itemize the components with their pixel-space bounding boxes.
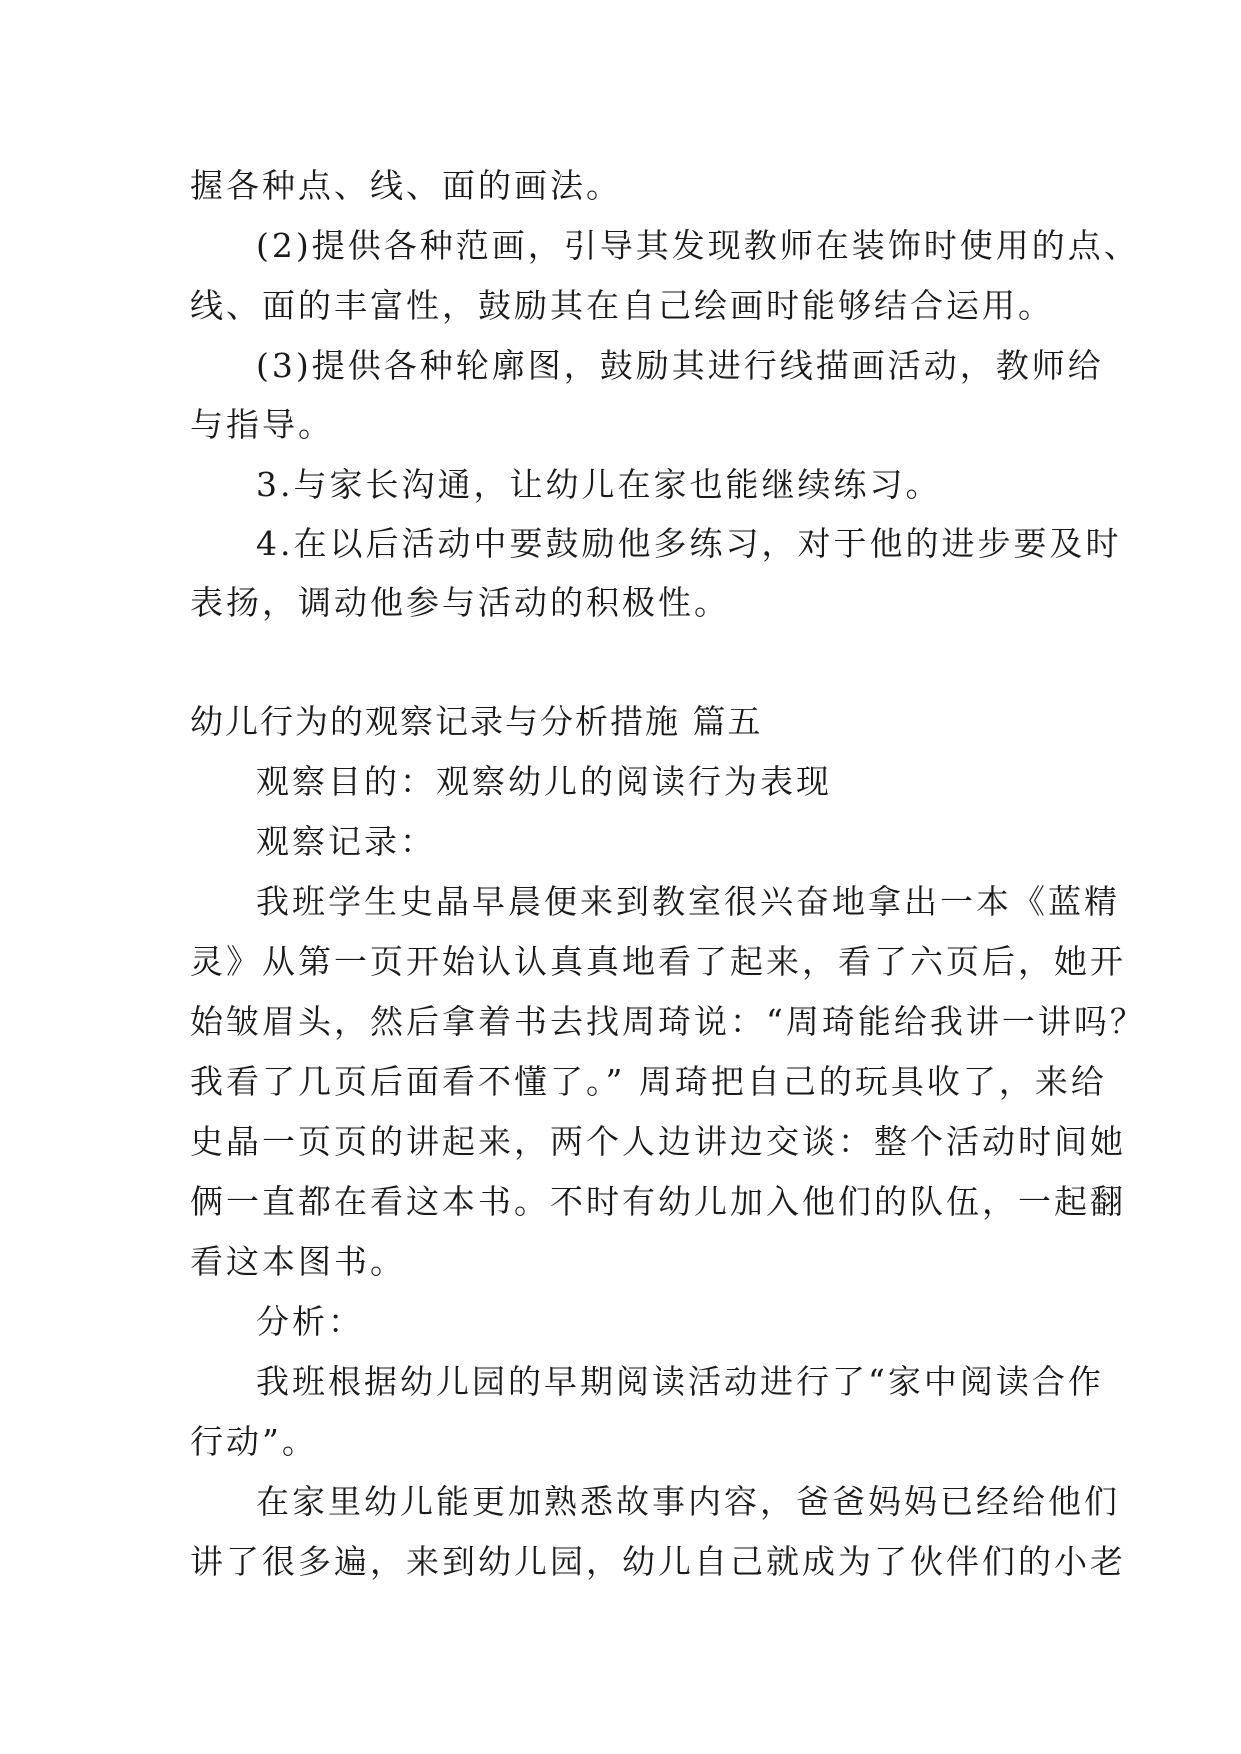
observation-purpose: 观察目的：观察幼儿的阅读行为表现: [256, 762, 832, 801]
list-item-line: 3.与家长沟通，让幼儿在家也能继续练习。: [256, 465, 942, 504]
body-text-line: 俩一直都在看这本书。不时有幼儿加入他们的队伍，一起翻: [190, 1182, 1126, 1221]
body-text-line: 看这本图书。: [190, 1242, 406, 1281]
list-item-line: 4.在以后活动中要鼓励他多练习，对于他的进步要及时: [256, 524, 1122, 563]
body-text-line: 史晶一页页的讲起来，两个人边讲边交谈：整个活动时间她: [190, 1122, 1126, 1161]
list-item-line: (3)提供各种轮廓图，鼓励其进行线描画活动，教师给: [256, 346, 1104, 385]
body-text-line: 我看了几页后面看不懂了。” 周琦把自己的玩具收了，来给: [190, 1062, 1107, 1101]
body-text-line: 握各种点、线、面的画法。: [190, 166, 622, 205]
body-text-line: 表扬，调动他参与活动的积极性。: [190, 583, 730, 622]
body-text-line: 我班学生史晶早晨便来到教室很兴奋地拿出一本《蓝精: [256, 882, 1120, 921]
body-text-line: 行动”。: [190, 1422, 318, 1461]
observation-record-label: 观察记录：: [256, 822, 436, 861]
section-heading: 幼儿行为的观察记录与分析措施 篇五: [190, 702, 763, 741]
body-text-line: 在家里幼儿能更加熟悉故事内容，爸爸妈妈已经给他们: [256, 1482, 1120, 1521]
body-text-line: 始皱眉头，然后拿着书去找周琦说：“周琦能给我讲一讲吗？: [190, 1002, 1146, 1041]
body-text-line: 线、面的丰富性，鼓励其在自己绘画时能够结合运用。: [190, 286, 1054, 325]
body-text-line: 讲了很多遍，来到幼儿园，幼儿自己就成为了伙伴们的小老: [190, 1542, 1126, 1581]
analysis-label: 分析：: [256, 1302, 364, 1341]
body-text-line: 灵》从第一页开始认认真真地看了起来，看了六页后，她开: [190, 942, 1126, 981]
body-text-line: 我班根据幼儿园的早期阅读活动进行了“家中阅读合作: [256, 1362, 1104, 1401]
list-item-line: (2)提供各种范画，引导其发现教师在装饰时使用的点、: [256, 226, 1140, 265]
body-text-line: 与指导。: [190, 405, 334, 444]
